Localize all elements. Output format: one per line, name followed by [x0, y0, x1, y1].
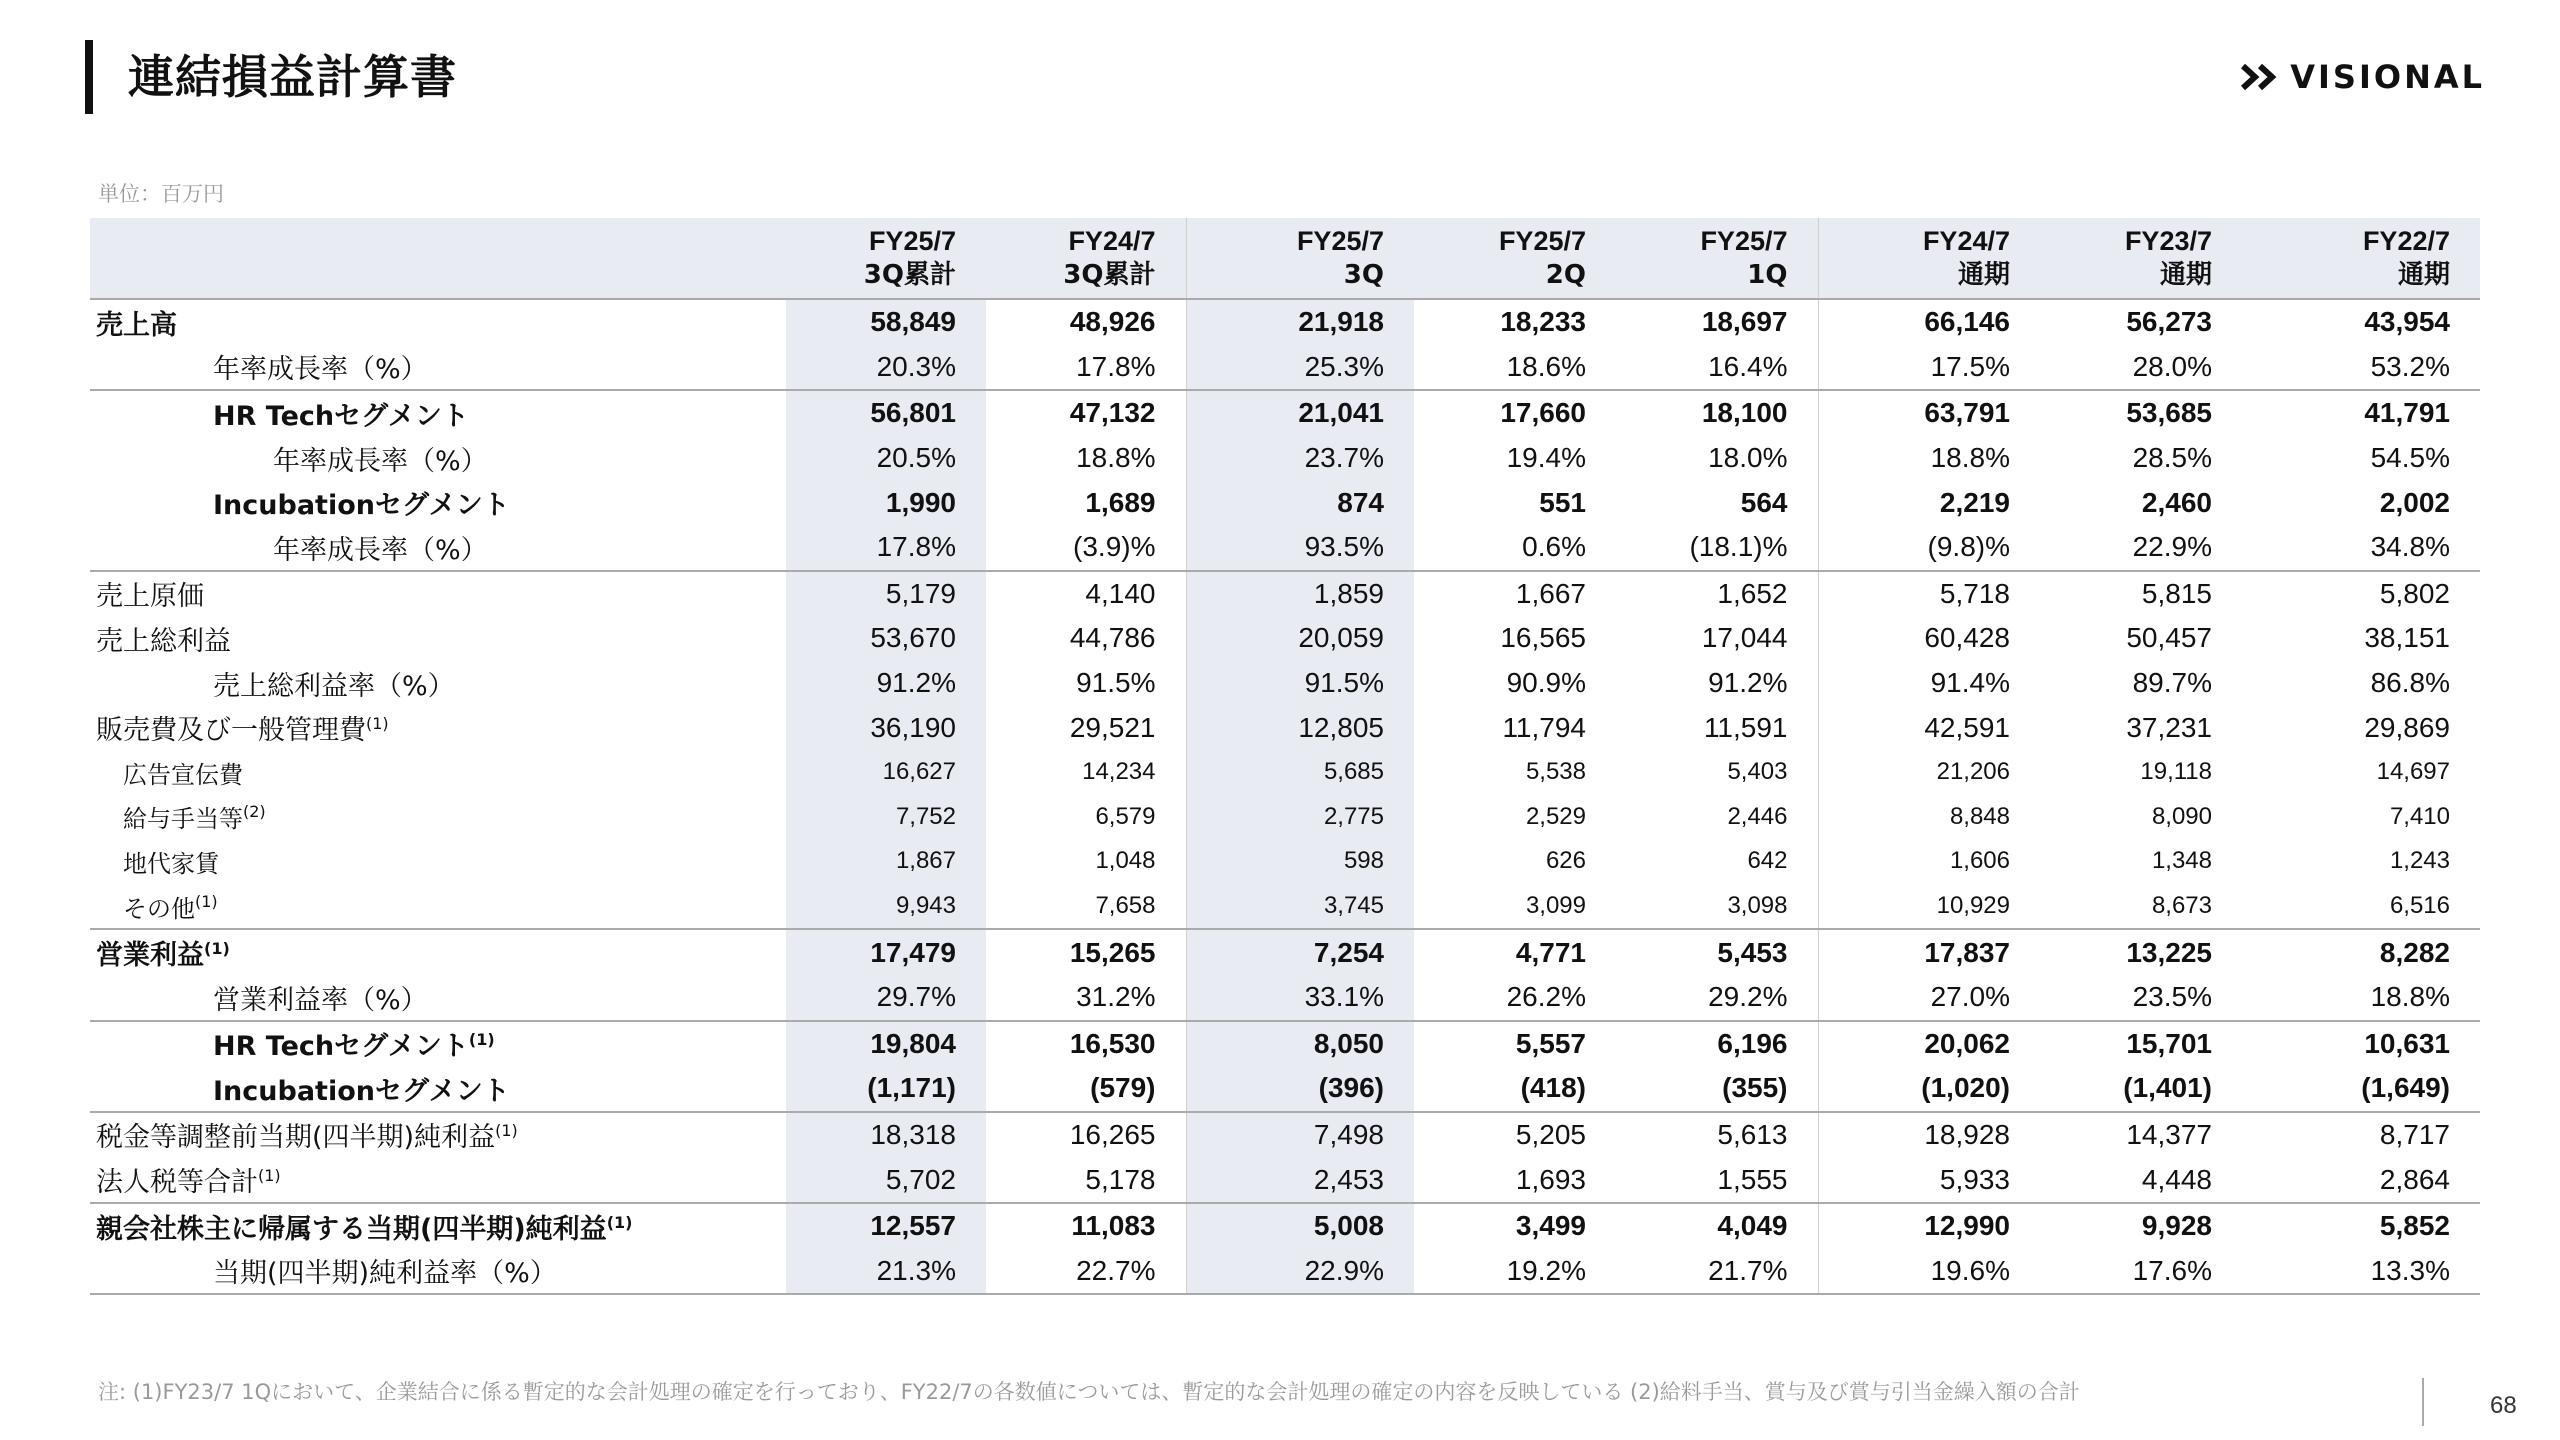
company-logo: [2240, 58, 2485, 96]
value-cell: 4,049: [1616, 1203, 1818, 1249]
value-cell: 2,529: [1525, 802, 1586, 830]
footnote-marker: (1): [495, 1121, 518, 1141]
value-cell: 16,627: [786, 750, 986, 795]
value-cell: 3,098: [1727, 892, 1788, 920]
value-cell: 93.5%: [1186, 525, 1414, 571]
row-label-text: 広告宣伝費: [123, 760, 243, 789]
column-header-period: FY25/7: [1296, 226, 1384, 256]
table-row: [90, 525, 2480, 571]
footnote-marker: (1): [366, 714, 389, 734]
row-label-text: Incubationセグメント: [213, 1075, 510, 1107]
row-label-text: 営業利益率（%）: [213, 984, 428, 1016]
value-cell: 598: [1186, 839, 1414, 884]
table-row: [90, 975, 2480, 1021]
value-cell: 6,516: [2389, 892, 2450, 920]
value-cell: 8,717: [2379, 1118, 2450, 1150]
column-header-period: FY24/7: [1068, 226, 1156, 256]
column-header-period: FY25/7: [1700, 226, 1788, 256]
column-header-scope: 通期: [1957, 260, 2010, 290]
row-label: [90, 345, 786, 391]
value-cell: 2,219: [1818, 480, 2040, 525]
row-label: [90, 1066, 786, 1112]
row-label: [90, 795, 786, 840]
value-cell: (3.9)%: [986, 525, 1186, 571]
value-cell: 17,044: [1701, 622, 1788, 654]
value-cell: 1,667: [1515, 577, 1586, 609]
value-cell: 3,745: [1186, 884, 1414, 930]
value-cell: 8,673: [2151, 892, 2212, 920]
value-cell: 12,805: [1186, 705, 1414, 750]
value-cell: 20.3%: [786, 345, 986, 391]
header-label-cell: [90, 218, 786, 299]
value-cell: 13,225: [2040, 929, 2242, 975]
value-cell: (1,171): [786, 1066, 986, 1112]
value-cell: 8,050: [1186, 1021, 1414, 1067]
value-cell: 4,771: [1414, 929, 1616, 975]
value-cell: 17.5%: [1818, 345, 2040, 391]
value-cell: 42,591: [1818, 705, 2040, 750]
table-row: [90, 929, 2480, 975]
column-header: [1414, 218, 1616, 299]
row-label-text: 売上原価: [96, 581, 204, 613]
table-row: [90, 1248, 2480, 1294]
row-label: [90, 750, 786, 795]
row-label-text: 年率成長率（%）: [273, 445, 488, 477]
value-cell: 5,802: [2379, 577, 2450, 609]
column-header-period: FY24/7: [1922, 226, 2010, 256]
value-cell: 642: [1747, 847, 1788, 875]
value-cell: 6,196: [1616, 1021, 1818, 1067]
value-cell: 11,794: [1502, 711, 1586, 743]
value-cell: 91.5%: [1186, 661, 1414, 706]
value-cell: 37,231: [2126, 711, 2212, 743]
row-label-text: 親会社株主に帰属する当期(四半期)純利益: [96, 1213, 607, 1245]
value-cell: 1,652: [1717, 577, 1788, 609]
value-cell: 5,205: [1515, 1118, 1586, 1150]
value-cell: 13.3%: [2242, 1248, 2480, 1294]
row-label: [90, 616, 786, 661]
value-cell: 1,689: [1085, 486, 1156, 518]
value-cell: 17.8%: [786, 525, 986, 571]
table-row: [90, 345, 2480, 391]
value-cell: 3,499: [1414, 1203, 1616, 1249]
table-row: [90, 661, 2480, 706]
value-cell: 54.5%: [2370, 442, 2450, 474]
income-statement-table: [90, 218, 2480, 1295]
value-cell: 31.2%: [1076, 981, 1156, 1013]
column-header: [2040, 218, 2242, 299]
column-header: [1818, 218, 2040, 299]
value-cell: 41,791: [2242, 390, 2480, 436]
value-cell: 58,849: [786, 299, 986, 345]
table-row: [90, 571, 2480, 617]
value-cell: 7,410: [2389, 802, 2450, 830]
value-cell: 12,557: [786, 1203, 986, 1249]
value-cell: 874: [1186, 480, 1414, 525]
value-cell: 1,867: [786, 839, 986, 884]
value-cell: 90.9%: [1506, 667, 1586, 699]
value-cell: 33.1%: [1186, 975, 1414, 1021]
table-row: [90, 1203, 2480, 1249]
footnote-marker: (1): [204, 939, 230, 959]
value-cell: (1,649): [2242, 1066, 2480, 1112]
value-cell: 17.6%: [2040, 1248, 2242, 1294]
value-cell: 50,457: [2126, 622, 2212, 654]
value-cell: 22.7%: [986, 1248, 1186, 1294]
value-cell: 18,233: [1414, 299, 1616, 345]
column-header-period: FY25/7: [1498, 226, 1586, 256]
page-title: 連結損益計算書: [128, 50, 457, 104]
column-header-scope: 2Q: [1545, 260, 1586, 290]
row-label-text: 給与手当等: [123, 805, 243, 834]
row-label: [90, 975, 786, 1021]
row-label: [90, 1248, 786, 1294]
column-header: [786, 218, 986, 299]
value-cell: 8,090: [2151, 802, 2212, 830]
value-cell: 2,864: [2379, 1163, 2450, 1195]
table-body: [90, 299, 2480, 1294]
value-cell: (18.1)%: [1616, 525, 1818, 571]
value-cell: 91.5%: [1076, 667, 1156, 699]
value-cell: 9,943: [786, 884, 986, 930]
value-cell: 10,631: [2242, 1021, 2480, 1067]
value-cell: 47,132: [986, 390, 1186, 436]
value-cell: 26.2%: [1506, 981, 1586, 1013]
value-cell: 18,697: [1616, 299, 1818, 345]
value-cell: 5,718: [1818, 571, 2040, 617]
value-cell: 2,775: [1186, 795, 1414, 840]
table-row: [90, 1066, 2480, 1112]
title-accent-bar: [85, 40, 93, 114]
value-cell: 21.3%: [786, 1248, 986, 1294]
value-cell: 5,852: [2242, 1203, 2480, 1249]
row-label: [90, 571, 786, 617]
row-label-text: HR Techセグメント: [213, 1031, 469, 1063]
value-cell: 16,265: [1069, 1118, 1156, 1150]
value-cell: 1,693: [1515, 1163, 1586, 1195]
table-header-row: [90, 218, 2480, 299]
value-cell: 91.2%: [786, 661, 986, 706]
value-cell: 5,403: [1727, 758, 1788, 786]
value-cell: 17.8%: [1076, 350, 1156, 382]
row-label-text: 当期(四半期)純利益率（%）: [213, 1258, 557, 1290]
value-cell: 18.8%: [1076, 442, 1156, 474]
value-cell: 18,928: [1818, 1112, 2040, 1158]
row-label-text: その他: [123, 894, 195, 923]
value-cell: 18.8%: [2370, 981, 2450, 1013]
table-row: [90, 1112, 2480, 1158]
value-cell: 1,555: [1717, 1163, 1788, 1195]
row-label-text: 営業利益: [96, 940, 204, 972]
value-cell: 20,059: [1186, 616, 1414, 661]
row-label: [90, 884, 786, 930]
value-cell: 3,099: [1525, 892, 1586, 920]
value-cell: 17,479: [786, 929, 986, 975]
row-label-text: 販売費及び一般管理費: [96, 715, 366, 747]
table-row: [90, 299, 2480, 345]
value-cell: 21,041: [1186, 390, 1414, 436]
value-cell: 1,859: [1186, 571, 1414, 617]
table-row: [90, 839, 2480, 884]
value-cell: 1,243: [2389, 847, 2450, 875]
row-label-text: HR Techセグメント: [213, 400, 469, 432]
value-cell: 14,377: [2126, 1118, 2212, 1150]
value-cell: 56,801: [786, 390, 986, 436]
value-cell: 564: [1740, 486, 1788, 518]
value-cell: 17,660: [1414, 390, 1616, 436]
value-cell: 18.6%: [1506, 350, 1586, 382]
value-cell: 53,670: [786, 616, 986, 661]
value-cell: 2,002: [2379, 486, 2450, 518]
value-cell: 5,613: [1717, 1118, 1788, 1150]
value-cell: 89.7%: [2132, 667, 2212, 699]
row-label-text: 年率成長率（%）: [213, 354, 428, 386]
value-cell: 25.3%: [1186, 345, 1414, 391]
value-cell: 10,929: [1818, 884, 2040, 930]
page-number: 68: [2490, 1392, 2517, 1419]
value-cell: 1,606: [1818, 839, 2040, 884]
value-cell: 23.7%: [1186, 436, 1414, 481]
table-row: [90, 750, 2480, 795]
table-row: [90, 616, 2480, 661]
value-cell: 5,453: [1616, 929, 1818, 975]
value-cell: 626: [1545, 847, 1586, 875]
row-label: [90, 1021, 786, 1067]
value-cell: 53.2%: [2370, 350, 2450, 382]
value-cell: 7,498: [1186, 1112, 1414, 1158]
row-label: [90, 1157, 786, 1203]
value-cell: 4,140: [1085, 577, 1156, 609]
column-header-period: FY22/7: [2362, 226, 2450, 256]
value-cell: 6,579: [1095, 802, 1156, 830]
footnote-marker: (1): [468, 1030, 495, 1050]
value-cell: 18,100: [1616, 390, 1818, 436]
value-cell: 23.5%: [2132, 981, 2212, 1013]
table-row: [90, 436, 2480, 481]
value-cell: 60,428: [1818, 616, 2040, 661]
value-cell: 5,685: [1186, 750, 1414, 795]
table-row: [90, 884, 2480, 930]
row-label: [90, 661, 786, 706]
column-header-scope: 3Q累計: [1063, 260, 1156, 290]
value-cell: 5,933: [1818, 1157, 2040, 1203]
row-label-text: 売上総利益: [96, 625, 231, 657]
row-label: [90, 1203, 786, 1249]
value-cell: 44,786: [1069, 622, 1156, 654]
row-label-text: Incubationセグメント: [213, 490, 510, 522]
table-row: [90, 480, 2480, 525]
footnote-marker: (1): [606, 1212, 633, 1232]
column-header-scope: 通期: [2159, 260, 2212, 290]
value-cell: 29,521: [1069, 711, 1156, 743]
value-cell: 29.2%: [1708, 981, 1788, 1013]
value-cell: 21,206: [1818, 750, 2040, 795]
value-cell: 1,990: [786, 480, 986, 525]
value-cell: 14,234: [1082, 758, 1156, 786]
value-cell: 20.5%: [786, 436, 986, 481]
value-cell: (9.8)%: [1818, 525, 2040, 571]
double-chevron-icon: [2240, 63, 2282, 91]
value-cell: 1,048: [1095, 847, 1156, 875]
value-cell: (396): [1186, 1066, 1414, 1112]
value-cell: 43,954: [2242, 299, 2480, 345]
row-label: [90, 480, 786, 525]
column-header-scope: 3Q: [1343, 260, 1384, 290]
value-cell: 63,791: [1818, 390, 2040, 436]
value-cell: (1,020): [1818, 1066, 2040, 1112]
row-label-text: 法人税等合計: [96, 1167, 258, 1199]
row-label: [90, 299, 786, 345]
value-cell: 53,685: [2040, 390, 2242, 436]
value-cell: 86.8%: [2370, 667, 2450, 699]
value-cell: 15,701: [2040, 1021, 2242, 1067]
value-cell: 18,318: [786, 1112, 986, 1158]
value-cell: 48,926: [986, 299, 1186, 345]
footnote: 注: (1)FY23/7 1Qにおいて、企業結合に係る暫定的な会計処理の確定を行っており、FY22/7の各数値については、暫定的な会計処理の確定の内容を反映している (2)給料手当、賞与及び賞与引当金繰入額の合計: [98, 1380, 2080, 1404]
column-header: [986, 218, 1186, 299]
value-cell: (579): [986, 1066, 1186, 1112]
row-label: [90, 390, 786, 436]
value-cell: 2,460: [2141, 486, 2212, 518]
column-header-scope: 通期: [2397, 260, 2450, 290]
value-cell: (1,401): [2040, 1066, 2242, 1112]
column-header: [1616, 218, 1818, 299]
value-cell: 21,918: [1186, 299, 1414, 345]
value-cell: 551: [1539, 486, 1586, 518]
value-cell: 7,254: [1186, 929, 1414, 975]
value-cell: 18.0%: [1708, 442, 1788, 474]
value-cell: 5,178: [1085, 1163, 1156, 1195]
value-cell: 8,282: [2242, 929, 2480, 975]
logo-text: VISIONAL: [2290, 58, 2485, 96]
row-label-text: 税金等調整前当期(四半期)純利益: [96, 1122, 496, 1154]
value-cell: 5,815: [2141, 577, 2212, 609]
value-cell: 1,348: [2151, 847, 2212, 875]
value-cell: 0.6%: [1414, 525, 1616, 571]
value-cell: 16.4%: [1708, 350, 1788, 382]
table-row: [90, 705, 2480, 750]
value-cell: 34.8%: [2242, 525, 2480, 571]
value-cell: 16,565: [1500, 622, 1586, 654]
value-cell: 5,557: [1414, 1021, 1616, 1067]
value-cell: 7,658: [1095, 892, 1156, 920]
value-cell: 7,752: [786, 795, 986, 840]
value-cell: 19,804: [786, 1021, 986, 1067]
value-cell: 19.2%: [1414, 1248, 1616, 1294]
column-header: [2242, 218, 2480, 299]
unit-label: 単位：百万円: [98, 182, 224, 206]
value-cell: 12,990: [1818, 1203, 2040, 1249]
value-cell: 2,453: [1186, 1157, 1414, 1203]
column-header-period: FY25/7: [868, 226, 956, 256]
row-label: [90, 525, 786, 571]
table-row: [90, 390, 2480, 436]
value-cell: 2,446: [1727, 802, 1788, 830]
page-divider: [2422, 1378, 2424, 1426]
value-cell: 14,697: [2376, 758, 2450, 786]
value-cell: 8,848: [1818, 795, 2040, 840]
value-cell: 19.4%: [1506, 442, 1586, 474]
value-cell: 5,179: [786, 571, 986, 617]
value-cell: (355): [1616, 1066, 1818, 1112]
value-cell: 91.2%: [1708, 667, 1788, 699]
value-cell: 28.0%: [2132, 350, 2212, 382]
value-cell: 36,190: [786, 705, 986, 750]
value-cell: 17,837: [1818, 929, 2040, 975]
value-cell: 11,591: [1703, 711, 1788, 743]
value-cell: 22.9%: [1186, 1248, 1414, 1294]
footnote-marker: (1): [258, 1166, 281, 1186]
value-cell: 5,702: [786, 1157, 986, 1203]
value-cell: 27.0%: [1818, 975, 2040, 1021]
value-cell: 66,146: [1818, 299, 2040, 345]
value-cell: 15,265: [986, 929, 1186, 975]
value-cell: 38,151: [2364, 622, 2450, 654]
value-cell: 20,062: [1818, 1021, 2040, 1067]
row-label: [90, 839, 786, 884]
row-label: [90, 436, 786, 481]
row-label-text: 地代家賃: [123, 849, 219, 878]
footnote-marker: (2): [243, 802, 266, 822]
row-label-text: 売上総利益率（%）: [213, 670, 455, 702]
value-cell: 29.7%: [786, 975, 986, 1021]
row-label: [90, 929, 786, 975]
value-cell: 21.7%: [1616, 1248, 1818, 1294]
value-cell: 91.4%: [1818, 661, 2040, 706]
value-cell: 29,869: [2364, 711, 2450, 743]
table-row: [90, 795, 2480, 840]
value-cell: (418): [1414, 1066, 1616, 1112]
value-cell: 22.9%: [2040, 525, 2242, 571]
value-cell: 4,448: [2141, 1163, 2212, 1195]
value-cell: 19,118: [2140, 758, 2212, 786]
value-cell: 56,273: [2040, 299, 2242, 345]
row-label: [90, 1112, 786, 1158]
column-header-scope: 1Q: [1747, 260, 1788, 290]
row-label: [90, 705, 786, 750]
value-cell: 5,538: [1525, 758, 1586, 786]
column-header: [1186, 218, 1414, 299]
value-cell: 11,083: [986, 1203, 1186, 1249]
value-cell: 9,928: [2040, 1203, 2242, 1249]
column-header-period: FY23/7: [2124, 226, 2212, 256]
value-cell: 18.8%: [1818, 436, 2040, 481]
value-cell: 16,530: [986, 1021, 1186, 1067]
value-cell: 19.6%: [1818, 1248, 2040, 1294]
table-row: [90, 1021, 2480, 1067]
footnote-marker: (1): [195, 891, 218, 911]
row-label-text: 売上高: [96, 309, 177, 341]
value-cell: 28.5%: [2132, 442, 2212, 474]
row-label-text: 年率成長率（%）: [273, 534, 488, 566]
column-header-scope: 3Q累計: [863, 260, 956, 290]
table-row: [90, 1157, 2480, 1203]
value-cell: 5,008: [1186, 1203, 1414, 1249]
